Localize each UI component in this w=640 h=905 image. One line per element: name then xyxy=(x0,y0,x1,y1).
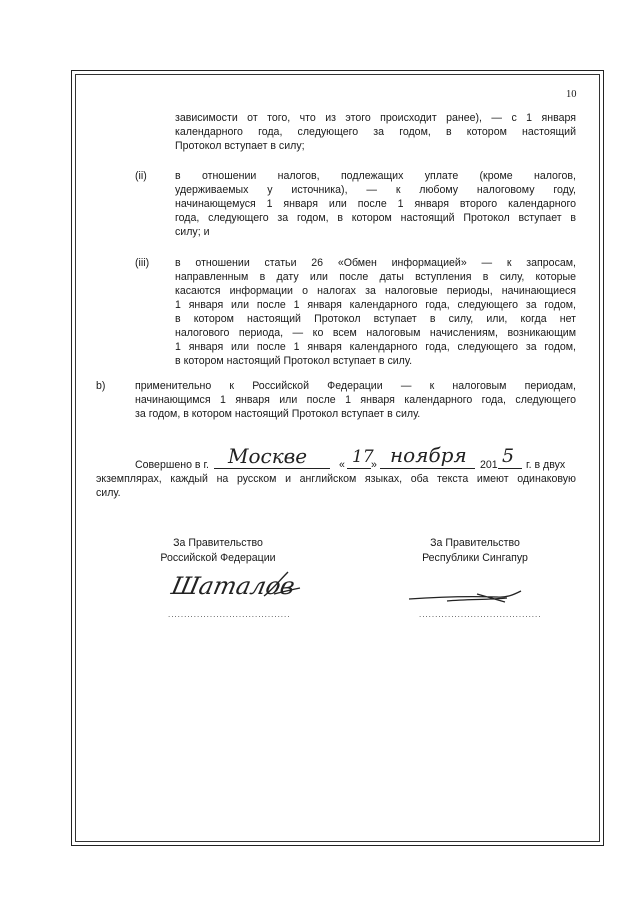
year-digit-underline xyxy=(498,468,522,469)
year-prefix: 201 xyxy=(480,459,498,471)
month-underline xyxy=(380,468,475,469)
item-iii-line-7: 1 января или после 1 января календарного года, следующего за годом, xyxy=(175,341,576,353)
item-ii-line-4: года, следующего за годом, в котором настоящий Протокол вступает в xyxy=(175,212,576,224)
right-signature-dotted-line: ...................................... xyxy=(419,610,542,619)
item-iii-marker: (iii) xyxy=(135,257,150,269)
year-suffix: г. в двух xyxy=(526,459,566,471)
item-iii-line-5: в котором настоящий Протокол вступает в силу, или, когда нет xyxy=(175,313,576,325)
item-ii-marker: (ii) xyxy=(135,170,147,182)
handwritten-day: 17 xyxy=(352,447,374,467)
item-iii-line-6: налогового периода, — ко всем налоговым начислениям, возникающим xyxy=(175,327,576,339)
right-signatory-line-2: Республики Сингапур xyxy=(422,552,528,564)
handwritten-city: Москве xyxy=(228,444,308,468)
left-signature-dotted-line: ...................................... xyxy=(168,610,291,619)
handwritten-month: ноября xyxy=(390,443,467,467)
continuation-line-2: календарного года, следующего за годом, в котором настоящий xyxy=(175,126,576,138)
item-iii-line-3: касаются информации о налогах за налоговые периоды, начинающиеся xyxy=(175,285,576,297)
item-ii-line-2: удерживаемых у источника), — к любому налоговому году, xyxy=(175,184,576,196)
item-b-marker: b) xyxy=(96,380,106,392)
item-ii-line-5: силу; и xyxy=(175,226,210,238)
day-underline xyxy=(347,468,371,469)
city-underline xyxy=(214,468,330,469)
right-handwritten-signature xyxy=(407,588,527,608)
page-number: 10 xyxy=(566,89,577,100)
closing-line-2: экземплярах, каждый на русском и английском языках, оба текста имеют одинаковую xyxy=(96,473,576,485)
continuation-line-1: зависимости от того, что из этого происходит ранее), — с 1 января xyxy=(175,112,576,124)
right-signatory-line-1: За Правительство xyxy=(430,537,520,549)
done-in-prefix: Совершено в г. xyxy=(135,459,209,471)
left-signatory-line-1: За Правительство xyxy=(173,537,263,549)
item-b-line-1: применительно к Российской Федерации — к налоговым периодам, xyxy=(135,380,576,392)
item-iii-line-8: в котором настоящий Протокол вступает в силу. xyxy=(175,355,413,367)
left-signature-flourish xyxy=(262,570,302,600)
item-b-line-2: начинающимся 1 января или после 1 января календарного года, следующего xyxy=(135,394,576,406)
right-signatory-label xyxy=(395,536,555,566)
item-iii-line-1: в отношении статьи 26 «Обмен информацией» — к запросам, xyxy=(175,257,576,269)
item-ii-line-3: начинающемуся 1 января или после 1 января второго календарного xyxy=(175,198,576,210)
left-signatory-line-2: Российской Федерации xyxy=(160,552,276,564)
handwritten-year-digit: 5 xyxy=(502,445,515,467)
item-iii-line-2: направленным в дату или после даты вступления в силу, которые xyxy=(175,271,576,283)
item-b-line-3: за годом, в котором настоящий Протокол вступает в силу. xyxy=(135,408,421,420)
closing-line-3: силу. xyxy=(96,487,121,499)
quote-open: « xyxy=(339,459,345,471)
continuation-line-3: Протокол вступает в силу; xyxy=(175,140,305,152)
item-ii-line-1: в отношении налогов, подлежащих уплате (кроме налогов, xyxy=(175,170,576,182)
left-signatory-label xyxy=(138,536,298,566)
quote-close: » xyxy=(371,459,377,471)
item-iii-line-4: 1 января или после 1 января календарного года, следующего за годом, xyxy=(175,299,576,311)
left-handwritten-signature: Шаталов xyxy=(169,572,298,600)
